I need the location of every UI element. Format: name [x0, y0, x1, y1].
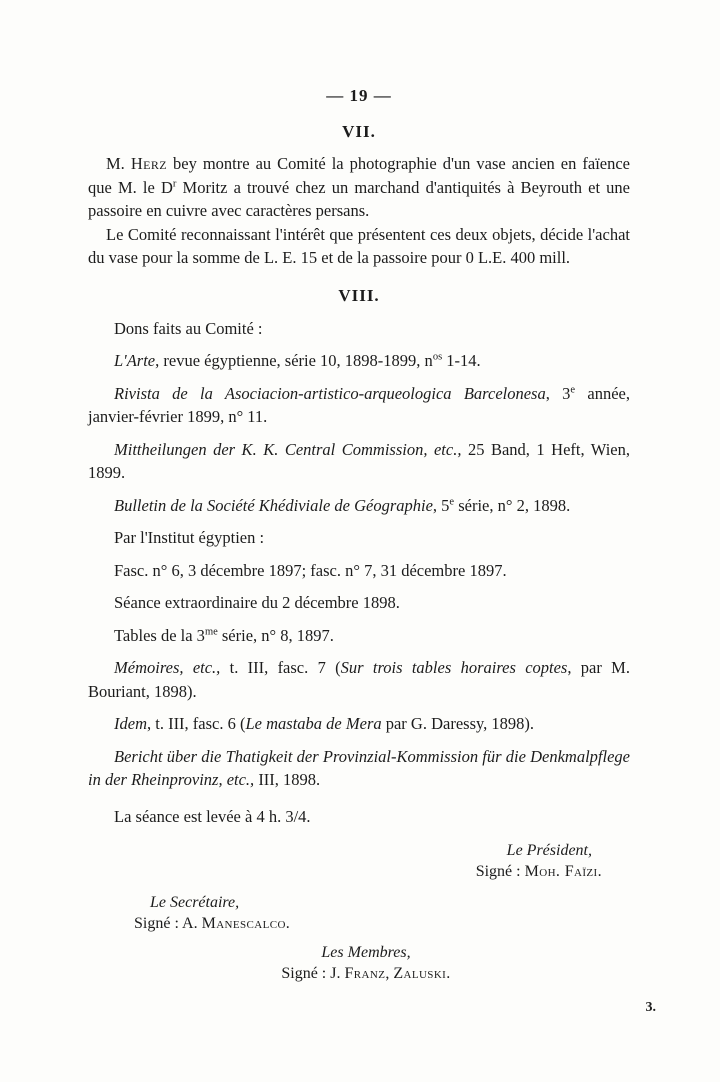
text-segment: Le mastaba de Mera — [245, 714, 382, 733]
text-segment: e — [570, 384, 576, 395]
text-segment: Bulletin de la Société Khédiviale de Géographie — [114, 495, 433, 515]
text-segment: e — [449, 496, 455, 507]
text-segment: Signé : — [475, 863, 525, 880]
text-segment: bey montre au Comité la photographie d'un vase ancien en faïence que M. le D — [88, 154, 631, 197]
text-segment: Sur trois tables horaires coptes — [340, 658, 568, 677]
text-segment: Fasc. n° 6, 3 décembre 1897; fasc. n° 7, 31 décembre 1897. — [114, 560, 507, 580]
text-segment: , revue égyptienne, série 10, 1898-1899, n — [155, 351, 433, 370]
text-segment: série, n° 2, 1898. — [454, 495, 571, 515]
text-segment: , — [385, 965, 394, 982]
section-vii — [88, 120, 630, 270]
text-segment: Manescalco. — [201, 915, 291, 932]
text-segment: Par l'Institut égyptien : — [114, 528, 265, 547]
text-segment: Herz — [130, 154, 167, 173]
donation-item-fascicules — [88, 559, 630, 583]
donation-item-rivista — [88, 382, 630, 429]
text-segment: M. — [106, 154, 131, 173]
donation-institut-intro — [88, 526, 630, 550]
text-segment: L'Arte — [114, 351, 156, 370]
text-segment: Séance extraordinaire du 2 décembre 1898. — [114, 593, 400, 612]
signature-secretary-role — [150, 892, 630, 913]
signature-members — [88, 942, 630, 984]
text-segment: Signé : J. — [281, 965, 345, 982]
text-segment: r — [172, 178, 177, 189]
section-viii — [88, 284, 630, 792]
text-segment: os — [432, 351, 443, 363]
text-segment: année, janvier-février 1899, n° 11. — [88, 383, 630, 426]
text-segment: série, n° 8, 1897. — [217, 625, 334, 645]
text-segment: Le Président, — [506, 842, 592, 859]
text-segment: 1-14. — [442, 351, 481, 370]
donation-item-bericht — [88, 745, 630, 792]
printer-signature-mark: 3. — [645, 1000, 656, 1015]
text-segment: Bericht über die Thatigkeit der Provinzial-Kommission für die Denkmalpflege in der Rheinprovinz, etc., — [88, 746, 630, 789]
text-segment: Dons faits au Comité : — [114, 318, 263, 338]
text-segment: 25 Band, 1 Heft, Wien, 1899. — [88, 439, 630, 482]
text-segment: , t. III, fasc. 6 ( — [146, 714, 246, 733]
donations-intro — [88, 317, 630, 341]
text-segment: Zaluski. — [393, 965, 451, 982]
text-segment: par G. Daressy, 1898). — [381, 714, 535, 733]
text-segment: me — [204, 626, 218, 637]
text-segment: Mittheilungen der K. K. Central Commission, etc., — [114, 439, 462, 459]
donation-item-mittheilungen — [88, 438, 630, 485]
text-segment: Tables de la 3 — [114, 625, 205, 645]
text-segment: Le Secrétaire, — [150, 894, 240, 911]
signature-president-role — [88, 840, 602, 861]
text-segment: t. III, fasc. 7 ( — [220, 658, 341, 677]
text-segment: Franz — [344, 965, 386, 982]
text-segment: Idem — [114, 714, 147, 733]
closing-line — [88, 805, 630, 829]
text-segment: Le Comité reconnaissant l'intérêt que présentent ces deux objets, décide l'achat du vase pour la somme de L. E. 15 et de la passoire pour 0 L.E. 400 mill. — [88, 224, 630, 267]
text-segment: , 3 — [545, 383, 571, 403]
text-segment: Signé : A. — [134, 915, 202, 932]
donation-item-bulletin — [88, 494, 630, 518]
signature-president-name — [88, 861, 602, 882]
text-segment: Moritz a trouvé chez un marchand d'antiquités à Beyrouth et une passoire en cuivre avec caractères persans. — [88, 177, 630, 220]
signatures-block — [88, 840, 630, 984]
donation-item-tables — [88, 624, 630, 648]
text-segment: , par M. Bouriant, 1898). — [88, 658, 630, 701]
signature-secretary-name — [134, 913, 630, 934]
donation-item-memoires — [88, 656, 630, 703]
section-viii-heading: VIII. — [338, 285, 380, 305]
page-number: — 19 — — [326, 86, 392, 105]
text-segment: Les Membres, — [321, 944, 411, 961]
section-vii-heading: VII. — [342, 122, 376, 141]
text-segment: Moh. Faïzi. — [524, 863, 602, 880]
text-segment: Rivista de la Asociacion-artistico-arqueologica Barcelonesa — [114, 383, 546, 403]
donation-item-seance — [88, 591, 630, 615]
paragraph-purchase-decision — [88, 223, 630, 270]
text-segment: Mémoires, etc., — [114, 658, 221, 677]
signature-secretary — [88, 892, 630, 934]
donation-item-larte — [88, 349, 630, 373]
donation-item-idem — [88, 712, 630, 736]
text-segment: III, 1898. — [254, 770, 321, 789]
text-segment: , 5 — [432, 495, 450, 515]
signature-president — [88, 840, 630, 882]
paragraph-vase-presentation — [88, 152, 630, 223]
signature-members-names — [102, 963, 630, 984]
text-segment: La séance est levée à 4 h. 3/4. — [114, 806, 311, 826]
signature-members-role — [102, 942, 630, 963]
